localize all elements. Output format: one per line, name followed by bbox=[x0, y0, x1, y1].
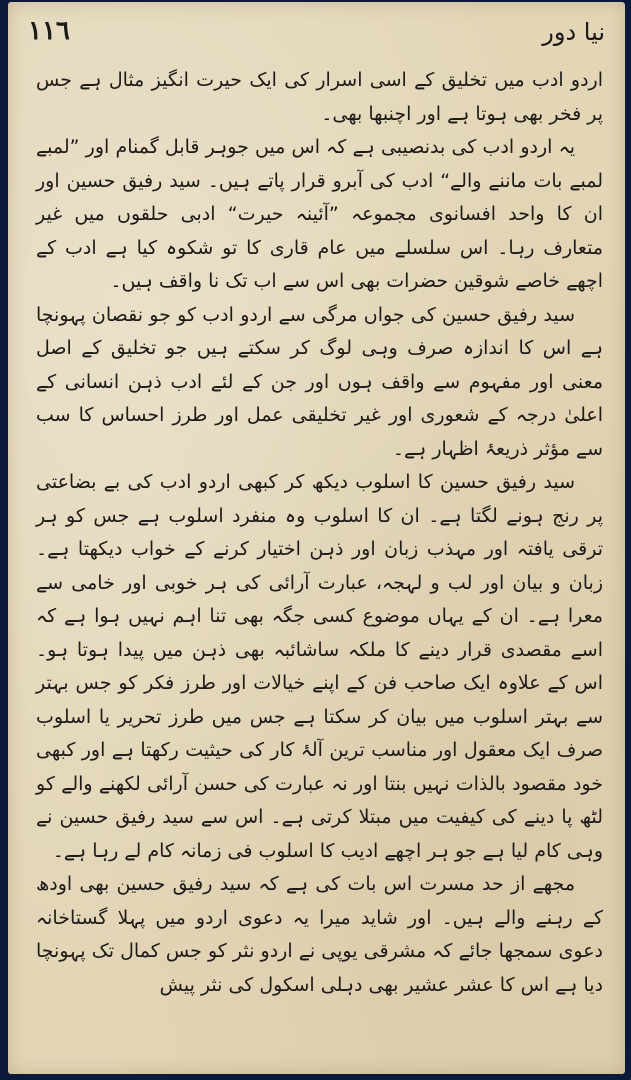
paragraph: یہ اردو ادب کی بدنصیبی ہے کہ اس میں جوہر قابل گمنام اور ”لمبے لمبے بات ماننے والے“ ادب کی آبرو قرار پاتے ہیں۔ سید رفیق حسین اور ان کا واحد افسانوی مجموعہ ”آئینہ حیرت“ ادبی حلقوں میں غیر متعارف رہا۔ اس سلسلے میں عام قاری کا تو شکوہ کیا ہے ادب کے اچھے خاصے شوقین حضرات بھی اس سے اب تک نا واقف ہیں۔ bbox=[36, 136, 603, 292]
paragraph: اردو ادب میں تخلیق کے اسی اسرار کی ایک حیرت انگیز مثال ہے جس پر فخر بھی ہوتا ہے اور اچنبھا بھی۔ bbox=[36, 69, 603, 125]
paragraph: سید رفیق حسین کا اسلوب دیکھ کر کبھی اردو ادب کی بے بضاعتی پر رنج ہونے لگتا ہے۔ ان کا اسلوب وہ منفرد اسلوب ہے جس کو ہر ترقی یافتہ اور مہذب زبان اور ذہن اختیار کرنے کے خواب دیکھتا ہے۔ زبان و بیان اور لب و لہجہ، عبارت آرائی کی ہر خوبی اور خامی سے معرا ہے۔ ان کے یہاں موضوع کسی جگہ بھی تنا اہم نہیں ہوا ہے کہ اسے مقصدی قرار دینے کا ملکہ ساشائبہ بھی ذہن میں پیدا ہوتا ہو۔ اس کے علاوہ ایک صاحب فن کے اپنے خیالات اور طرز فکر کو جس بہتر سے بہتر اسلوب میں بیان کر سکتا ہے جس میں طرز تحریر یا اسلوب صرف ایک معقول اور مناسب ترین آلۂ کار کی حیثیت رکھتا ہے اور کبھی خود مقصود بالذات نہیں بنتا اور نہ عبارت کی حسن آرائی لکھنے والے کو لٹھ پا دینے کی کیفیت میں مبتلا کرتی ہے۔ اس سے سید رفیق حسین نے وہی کام لیا ہے جو ہر اچھے ادیب کا اسلوب فی زمانہ کام لے رہا ہے۔ bbox=[36, 471, 603, 862]
running-title: نیا دور bbox=[542, 18, 605, 46]
page-number: ١١٦ bbox=[28, 16, 70, 46]
page-header bbox=[28, 16, 605, 56]
paragraph: مجھے از حد مسرت اس بات کی ہے کہ سید رفیق حسین بھی اودھ کے رہنے والے ہیں۔ اور شاید میرا یہ دعوی اردو میں پہلا گستاخانہ دعوی سمجھا جائے کہ مشرقی یوپی نے اردو نثر کو جس کمال تک پہونچا دیا ہے اس کا عشر عشیر بھی دہلی اسکول کی نثر پیش bbox=[36, 873, 603, 996]
body-text bbox=[36, 64, 603, 1002]
book-page bbox=[8, 2, 625, 1074]
paragraph: سید رفیق حسین کی جواں مرگی سے اردو ادب کو جو نقصان پہونچا ہے اس کا اندازہ صرف وہی لوگ کر سکتے ہیں جو تخلیق کے اصل معنی اور مفہوم سے واقف ہوں اور جن کے لئے ادب ذہن انسانی کے اعلیٰ درجہ کے شعوری اور غیر تخلیقی عمل اور طرز احساس کا سب سے مؤثر ذریعۂ اظہار ہے۔ bbox=[36, 303, 603, 460]
